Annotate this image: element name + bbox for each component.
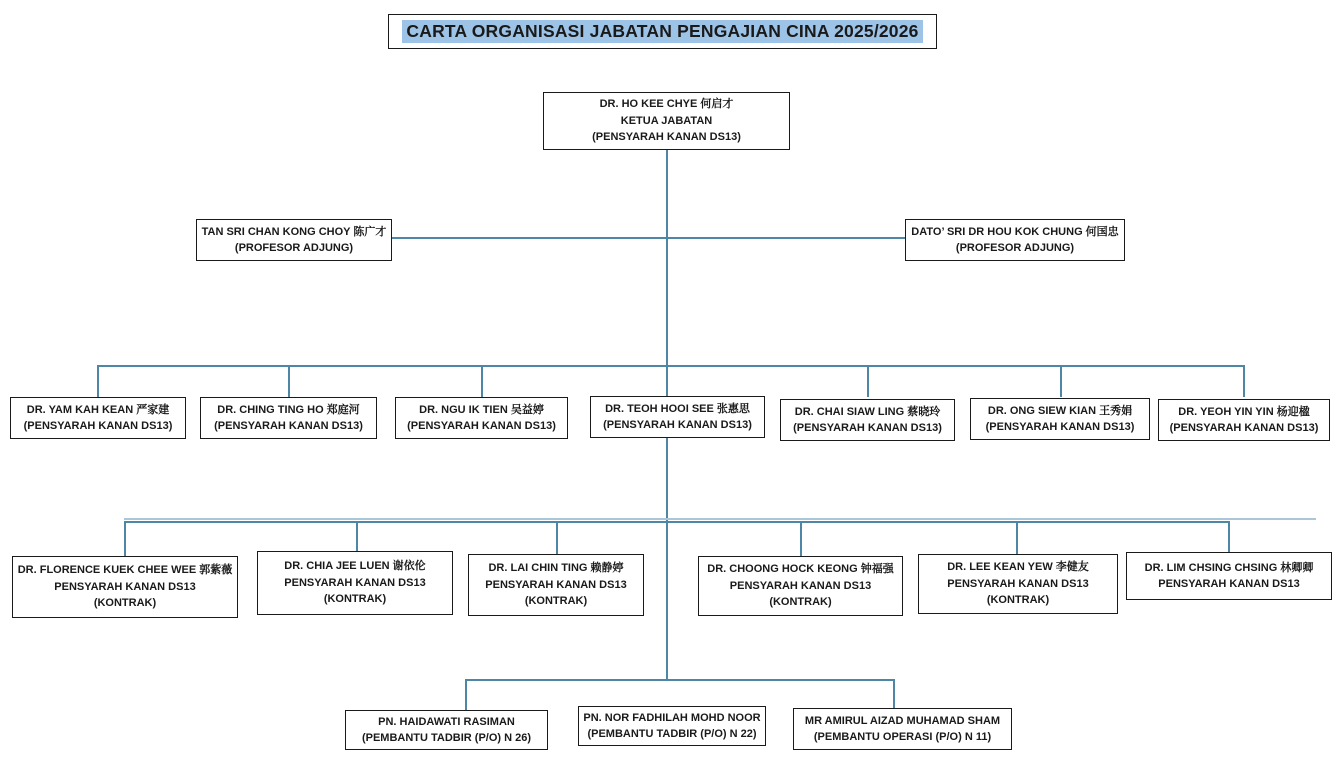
chart-title-box [388, 14, 937, 49]
org-box-profesor-adjung-left [196, 219, 392, 261]
connector-row3-stub-3 [481, 365, 483, 397]
org-box-ketua-jabatan [543, 92, 790, 150]
connector-main-vertical-lower [666, 438, 668, 679]
org-box-ong-siew-kian [970, 398, 1150, 440]
org-box-lee-kean-yew [918, 554, 1118, 614]
connector-row4-stub-6 [1228, 521, 1230, 556]
org-box-nor-fadhilah-mohd-noor [578, 706, 766, 746]
connector-row4-stub-4 [800, 521, 802, 556]
connector-row3-stub-1 [97, 365, 99, 397]
org-box-chai-siaw-ling [780, 399, 955, 441]
person-name: DR. NGU IK TIEN 吴益婷 [419, 403, 544, 416]
org-box-yam-kah-kean [10, 397, 186, 439]
person-name: TAN SRI CHAN KONG CHOY 陈广才 [201, 225, 387, 238]
person-name: PN. NOR FADHILAH MOHD NOOR [583, 711, 761, 724]
person-role: PENSYARAH KANAN DS13 [729, 579, 872, 592]
org-box-lim-chsing-chsing [1126, 552, 1332, 600]
person-name: DR. YAM KAH KEAN 严家建 [26, 403, 170, 416]
person-name: DR. LEE KEAN YEW 李健友 [947, 561, 1089, 574]
person-status: (KONTRAK) [524, 595, 588, 608]
person-role: (PENSYARAH KANAN DS13) [1169, 422, 1319, 434]
org-box-teoh-hooi-see [590, 396, 765, 438]
org-box-ching-ting-ho [200, 397, 377, 439]
person-name: DR. CHOONG HOCK KEONG 钟福强 [707, 563, 894, 576]
org-box-chia-jee-luen [257, 551, 453, 615]
person-name: DR. CHAI SIAW LING 蔡晓玲 [794, 405, 941, 418]
person-role: (PENSYARAH KANAN DS13) [592, 131, 741, 144]
connector-admin-stub-left [465, 679, 467, 710]
connector-row4-horizontal [124, 521, 1228, 523]
person-role: (PEMBANTU TADBIR (P/O) N 22) [587, 728, 757, 740]
person-name: PN. HAIDAWATI RASIMAN [378, 715, 515, 728]
person-role: (PENSYARAH KANAN DS13) [985, 421, 1135, 433]
person-role: PENSYARAH KANAN DS13 [284, 576, 426, 589]
connector-adjunct-horizontal [392, 237, 905, 239]
person-role: (PEMBANTU OPERASI (P/O) N 11) [813, 731, 992, 743]
person-name: DR. FLORENCE KUEK CHEE WEE 郭紫薇 [17, 564, 233, 577]
connector-row3-stub-2 [288, 365, 290, 397]
person-status: (KONTRAK) [769, 596, 832, 609]
connector-main-vertical-top [666, 150, 668, 397]
person-name: DR. YEOH YIN YIN 杨迎楹 [1178, 405, 1310, 418]
person-role: PENSYARAH KANAN DS13 [1158, 578, 1300, 590]
connector-row3-stub-6 [1060, 365, 1062, 397]
connector-admin-stub-right [893, 679, 895, 708]
person-role: PENSYARAH KANAN DS13 [947, 577, 1089, 590]
person-name: DR. CHING TING HO 郑庭河 [217, 403, 360, 416]
connector-row3-stub-5 [867, 365, 869, 397]
person-role: (PENSYARAH KANAN DS13) [23, 420, 173, 432]
chart-title: CARTA ORGANISASI JABATAN PENGAJIAN CINA 2025/2026 [402, 20, 922, 43]
person-role: (PENSYARAH KANAN DS13) [214, 420, 363, 432]
person-role: PENSYARAH KANAN DS13 [54, 580, 196, 593]
person-name: DR. LAI CHIN TING 赖静婷 [488, 562, 624, 575]
person-role: (PENSYARAH KANAN DS13) [603, 419, 752, 431]
person-status: (KONTRAK) [323, 593, 387, 606]
person-role: (PENSYARAH KANAN DS13) [793, 422, 942, 434]
connector-row4-stub-3 [556, 521, 558, 556]
person-name: DR. TEOH HOOI SEE 张惠思 [605, 402, 750, 415]
org-box-profesor-adjung-right [905, 219, 1125, 261]
person-status: (KONTRAK) [93, 597, 157, 610]
org-box-haidawati-rasiman [345, 710, 548, 750]
person-name: DR. LIM CHSING CHSING 林卿卿 [1144, 561, 1314, 574]
connector-row4-horizontal-light [124, 518, 1316, 520]
person-name: DR. CHIA JEE LUEN 谢依伦 [284, 560, 426, 573]
person-role: (PROFESOR ADJUNG) [234, 242, 354, 254]
connector-row4-stub-5 [1016, 521, 1018, 556]
connector-admin-horizontal [465, 679, 893, 681]
person-post: KETUA JABATAN [620, 114, 713, 127]
connector-row4-stub-1 [124, 521, 126, 556]
connector-row3-stub-7 [1243, 365, 1245, 397]
org-box-amirul-aizad-muhamad-sham [793, 708, 1012, 750]
org-box-ngu-ik-tien [395, 397, 568, 439]
person-role: (PENSYARAH KANAN DS13) [407, 420, 556, 432]
connector-row3-horizontal [97, 365, 1243, 367]
org-box-choong-hock-keong [698, 556, 903, 616]
person-name: DATO’ SRI DR HOU KOK CHUNG 何国忠 [911, 225, 1119, 238]
org-box-florence-kuek-chee-wee [12, 556, 238, 618]
person-name: DR. HO KEE CHYE 何启才 [599, 98, 734, 111]
person-role: (PROFESOR ADJUNG) [955, 242, 1075, 254]
person-role: (PEMBANTU TADBIR (P/O) N 26) [361, 732, 532, 744]
person-name: MR AMIRUL AIZAD MUHAMAD SHAM [804, 714, 1001, 727]
person-name: DR. ONG SIEW KIAN 王秀娟 [987, 404, 1133, 417]
person-role: PENSYARAH KANAN DS13 [485, 578, 627, 591]
org-box-yeoh-yin-yin [1158, 399, 1330, 441]
person-status: (KONTRAK) [986, 594, 1050, 607]
org-box-lai-chin-ting [468, 554, 644, 616]
